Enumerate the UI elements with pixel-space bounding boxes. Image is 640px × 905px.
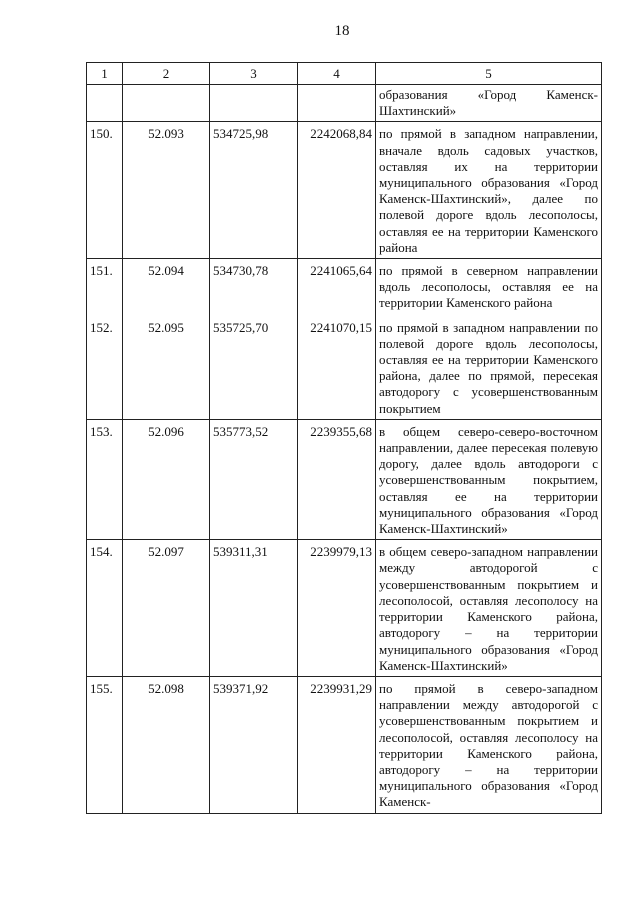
y-coordinate: 2241070,15	[298, 314, 376, 420]
boundary-description: в общем северо-северо-восточном направлении, далее пересекая полевую дорогу, далее вдоль автодороги с усовершенствованным покрытием, оставляя ее на территории муниципального образования «Город Каменск-Шахтинский»	[376, 419, 602, 539]
boundary-description: по прямой в западном направлении по полевой дороге вдоль лесополосы, оставляя ее на территории Каменского района, далее по прямой, пересекая автодорогу с усовершенствованным покрытием	[376, 314, 602, 420]
boundary-description: по прямой в северном направлении вдоль лесополосы, оставляя ее на территории Каменского района	[376, 259, 602, 314]
row-number: 150.	[87, 122, 123, 259]
x-coordinate: 535773,52	[210, 419, 298, 539]
table-row	[87, 122, 602, 259]
x-coordinate: 539371,92	[210, 676, 298, 813]
x-coordinate: 534725,98	[210, 122, 298, 259]
page-number: 18	[334, 23, 350, 39]
x-coordinate: 535725,70	[210, 314, 298, 420]
header-col-5: 5	[376, 63, 602, 85]
y-coordinate: 2239979,13	[298, 540, 376, 677]
header-col-3: 3	[210, 63, 298, 85]
row-number: 155.	[87, 676, 123, 813]
point-id: 52.093	[123, 122, 210, 259]
table-row-continuation	[87, 85, 602, 122]
row-number: 154.	[87, 540, 123, 677]
boundary-description: по прямой в западном направлении, вначале вдоль садовых участков, оставляя их на территории муниципального образования «Город Каменск-Шахтинский», далее по полевой дороге вдоль лесополосы, оставляя ее на территории Каменского района	[376, 122, 602, 259]
row-number: 151.	[87, 259, 123, 314]
point-id: 52.098	[123, 676, 210, 813]
boundary-points-table	[86, 62, 602, 814]
table-header-row	[87, 63, 602, 85]
point-id: 52.097	[123, 540, 210, 677]
table-row	[87, 419, 602, 539]
x-coordinate: 534730,78	[210, 259, 298, 314]
point-id: 52.095	[123, 314, 210, 420]
header-col-2: 2	[123, 63, 210, 85]
y-coordinate: 2241065,64	[298, 259, 376, 314]
boundary-description: по прямой в северо-западном направлении между автодорогой с усовершенствованным покрытием и лесополосой, оставляя лесополосу на территории Каменского района, автодорогу – на территории муниципального образования «Город Каменск-	[376, 676, 602, 813]
header-col-4: 4	[298, 63, 376, 85]
boundary-description: в общем северо-западном направлении между автодорогой с усовершенствованным покрытием и лесополосой, оставляя лесополосу на территории Каменского района, автодорогу – на территории муниципального образования «Город Каменск-Шахтинский»	[376, 540, 602, 677]
header-col-1: 1	[87, 63, 123, 85]
y-coordinate: 2239931,29	[298, 676, 376, 813]
table-row	[87, 259, 602, 314]
row-number: 153.	[87, 419, 123, 539]
y-coordinate: 2242068,84	[298, 122, 376, 259]
x-coordinate: 539311,31	[210, 540, 298, 677]
point-id: 52.094	[123, 259, 210, 314]
point-id: 52.096	[123, 419, 210, 539]
table-row	[87, 314, 602, 420]
table-row	[87, 676, 602, 813]
row-number: 152.	[87, 314, 123, 420]
continuation-description: образования «Город Каменск-Шахтинский»	[376, 85, 602, 122]
table-row	[87, 540, 602, 677]
y-coordinate: 2239355,68	[298, 419, 376, 539]
